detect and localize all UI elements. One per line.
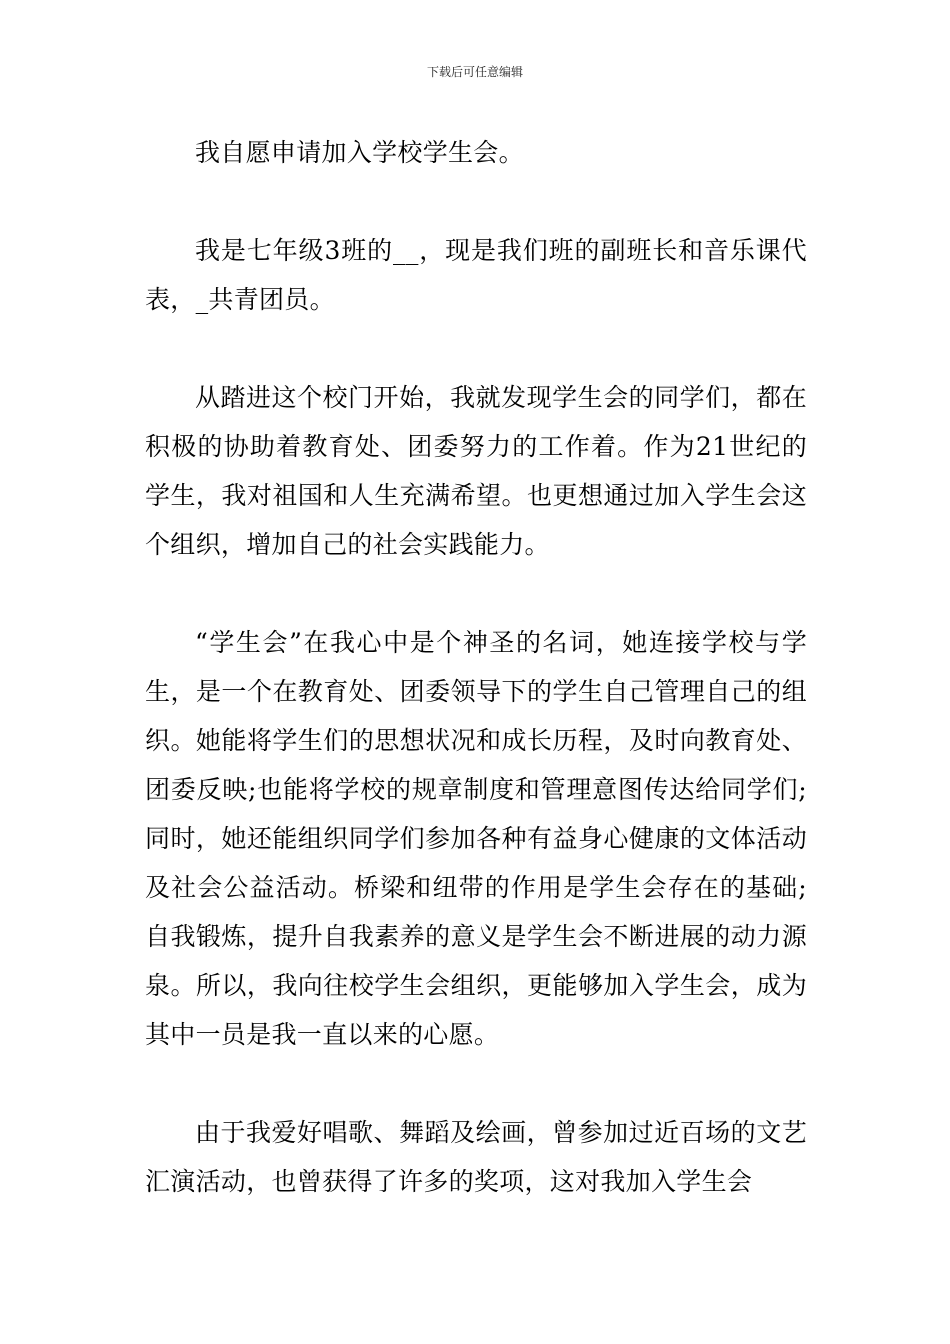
- paragraph-student-union-meaning: “学生会”在我心中是个神圣的名词，她连接学校与学生，是一个在教育处、团委领导下的学生自己管理自己的组织。她能将学生们的思想状况和成长历程，及时向教育处、团委反映;也能将学校的规章制度和管理意图传达给同学们;同时，她还能组织同学们参加各种有益身心健康的文体活动及社会公益活动。桥梁和纽带的作用是学生会存在的基础;自我锻炼，提升自我素养的意义是学生会不断进展的动力源泉。所以，我向往校学生会组织，更能够加入学生会，成为其中一员是我一直以来的心愿。: [145, 628, 807, 1049]
- document-body: [145, 128, 807, 1206]
- paragraph-motivation: 从踏进这个校门开始，我就发现学生会的同学们，都在积极的协助着教育处、团委努力的工作着。作为21世纪的学生，我对祖国和人生充满希望。也更想通过加入学生会这个组织，增加自己的社会实践能力。: [145, 383, 807, 559]
- page-header-note: 下载后可任意编辑: [426, 65, 523, 79]
- paragraph-hobbies: 由于我爱好唱歌、舞蹈及绘画，曾参加过近百场的文艺汇演活动，也曾获得了许多的奖项，这对我加入学生会: [145, 1118, 807, 1196]
- paragraph-application-statement: 我自愿申请加入学校学生会。: [195, 138, 524, 167]
- paragraph-self-introduction: 我是七年级3班的__，现是我们班的副班长和音乐课代表，_共青团员。: [145, 236, 807, 314]
